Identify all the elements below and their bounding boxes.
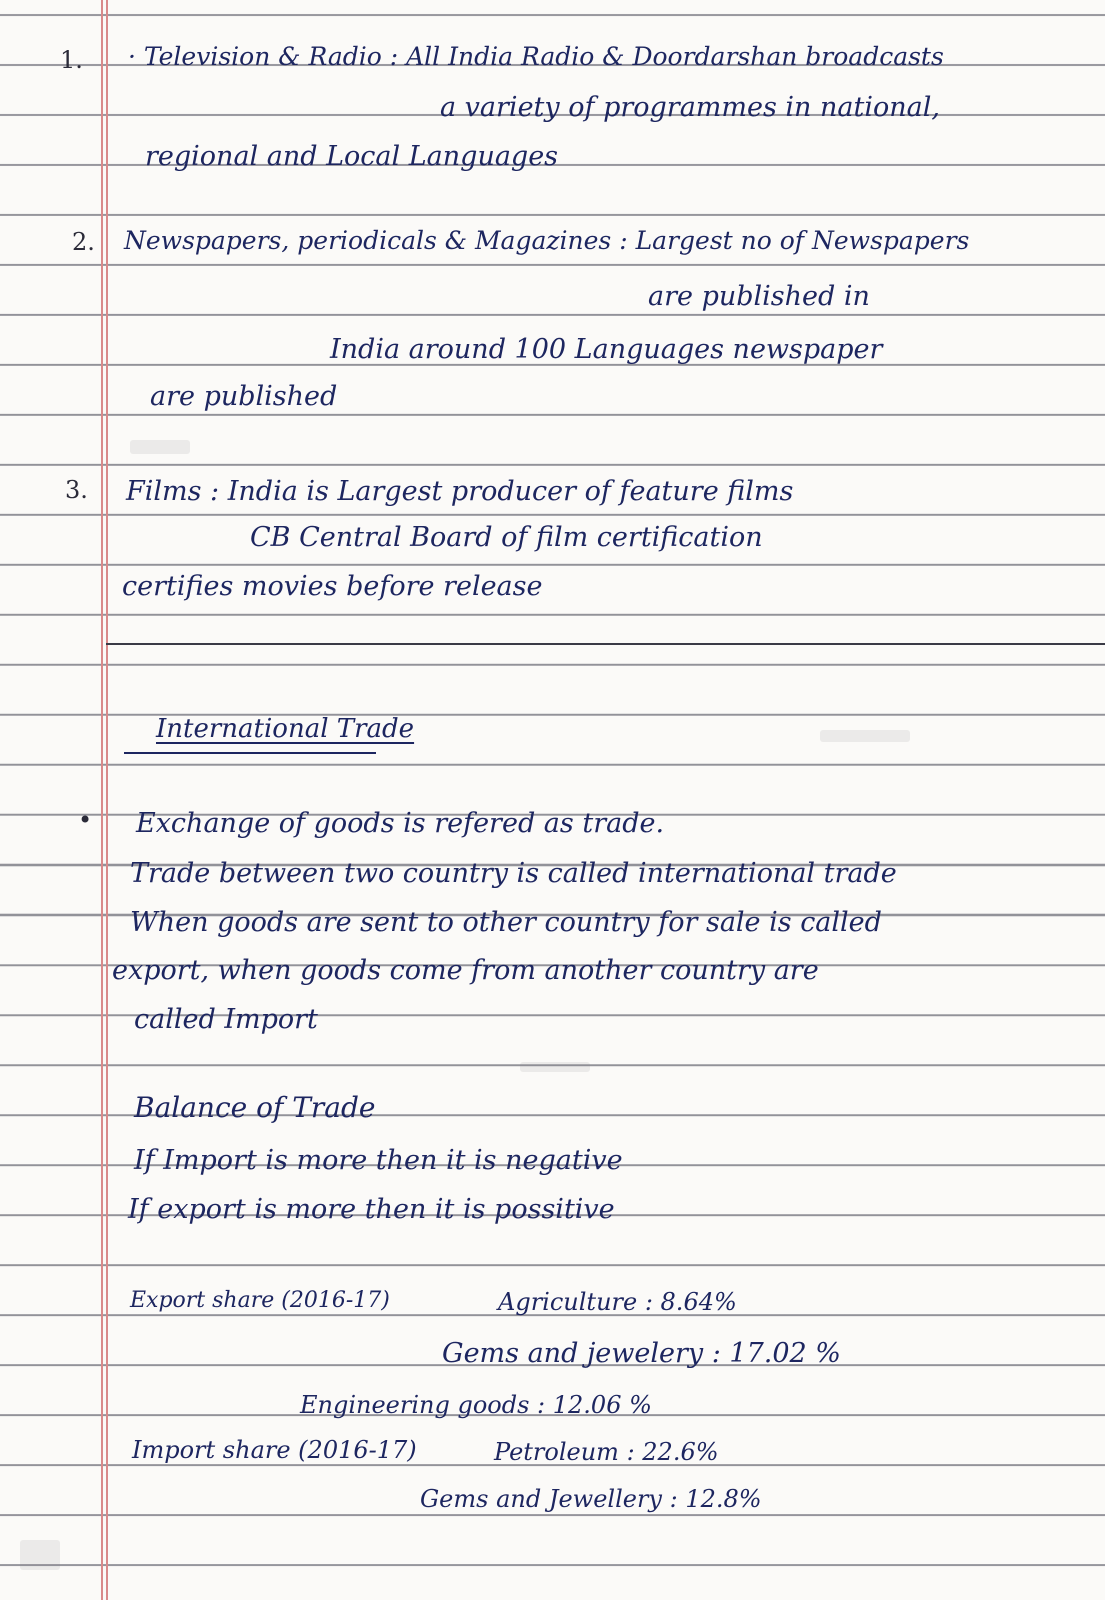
import-share-item: Gems and Jewellery : 12.8%: [420, 1485, 762, 1513]
definition-line: Exchange of goods is refered as trade.: [136, 808, 665, 839]
paper-speck: [820, 730, 910, 742]
import-share-item: Petroleum : 22.6%: [494, 1438, 719, 1466]
export-share-label: Export share (2016-17): [130, 1288, 390, 1313]
export-share-item: Gems and jewelery : 17.02 %: [442, 1338, 841, 1369]
item-number: 2.: [72, 228, 95, 256]
definition-line: When goods are sent to other country for sale is called: [130, 907, 882, 938]
export-share-item: Engineering goods : 12.06 %: [300, 1391, 652, 1419]
import-share-label: Import share (2016-17): [132, 1436, 417, 1464]
section-divider: [106, 643, 1105, 645]
item-line: Newspapers, periodicals & Magazines : Largest no of Newspapers: [124, 226, 970, 255]
item-line: Films : India is Largest producer of feature films: [126, 476, 794, 507]
balance-line: If Import is more then it is negative: [134, 1145, 623, 1176]
item-number: 3.: [65, 476, 88, 504]
item-line: certifies movies before release: [122, 571, 543, 602]
definition-line: called Import: [134, 1004, 318, 1035]
item-line: are published: [150, 381, 338, 412]
paper-speck: [130, 440, 190, 454]
paper-speck: [520, 1062, 590, 1072]
section-heading: International Trade: [156, 714, 415, 744]
definition-line: Trade between two country is called international trade: [130, 858, 897, 889]
item-line: are published in: [648, 281, 870, 312]
definition-line: export, when goods come from another country are: [112, 955, 819, 986]
export-share-item: Agriculture : 8.64%: [498, 1288, 737, 1316]
item-number: 1.: [60, 46, 83, 74]
item-line: · Television & Radio : All India Radio & Doordarshan broadcasts: [128, 42, 944, 71]
item-line: CB Central Board of film certification: [250, 522, 763, 553]
heading-underline: [124, 752, 376, 754]
balance-heading: Balance of Trade: [134, 1091, 376, 1124]
balance-line: If export is more then it is possitive: [128, 1194, 615, 1225]
paper-speck: [20, 1540, 60, 1570]
margin-line-right: [106, 0, 108, 1600]
margin-line-left: [101, 0, 103, 1600]
bullet-marker: •: [78, 806, 93, 834]
item-line: India around 100 Languages newspaper: [330, 334, 883, 365]
item-line: a variety of programmes in national,: [440, 92, 940, 123]
item-line: regional and Local Languages: [145, 141, 559, 172]
